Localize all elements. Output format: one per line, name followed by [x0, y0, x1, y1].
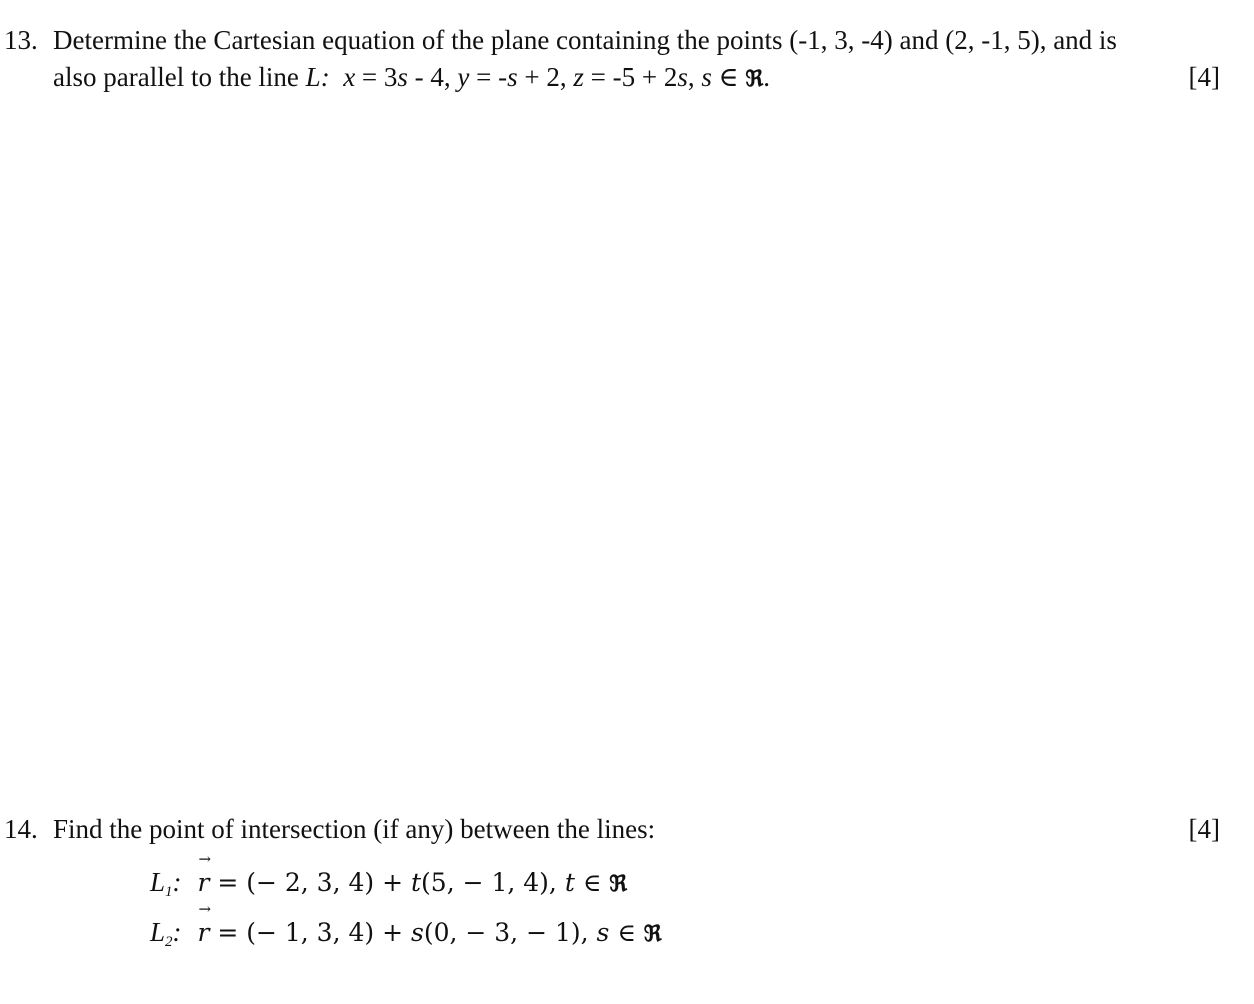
question-13-text: Determine the Cartesian equation of the plane containing the points (-1, 3, -4) and (2, -1, 5), and is	[53, 25, 1117, 55]
direction-term: (5, − 1, 4),	[421, 868, 565, 897]
reals-symbol: ℜ	[609, 871, 628, 897]
domain-parameter: s	[596, 918, 610, 947]
marks-label: [4]	[1188, 814, 1220, 844]
line-name: $L_1$:	[150, 867, 182, 900]
z-parameter: s	[677, 62, 688, 92]
reals-symbol: ℜ	[643, 921, 662, 947]
y-variable: y	[457, 62, 470, 92]
x-expression-b: - 4,	[407, 62, 458, 92]
question-13-line-1	[4, 22, 1220, 59]
point-term: = (− 1, 3, 4) +	[209, 918, 411, 947]
line-name: $L_2$:	[150, 917, 182, 950]
y-expression-a: = -	[469, 62, 508, 92]
question-14-text: Find the point of intersection (if any) between the lines:	[53, 814, 656, 844]
line-name: L:	[305, 62, 330, 92]
z-expression-a: = -5 + 2	[583, 62, 678, 92]
y-expression-b: + 2,	[517, 62, 574, 92]
point-term: = (− 2, 3, 4) +	[209, 868, 411, 897]
marks-label: [4]	[1188, 62, 1220, 92]
question-13-text-cont: also parallel to the line	[53, 62, 299, 92]
x-expression-a: = 3	[355, 62, 398, 92]
x-variable: x	[343, 62, 356, 92]
domain-parameter: s	[701, 62, 712, 92]
question-14	[4, 811, 1220, 848]
domain-parameter: t	[564, 868, 575, 897]
element-of: ∈	[574, 868, 610, 897]
line-equation-l1	[150, 865, 627, 909]
vector-r: → r	[197, 866, 209, 900]
reals-symbol: ℜ	[745, 66, 764, 92]
element-of: ∈	[711, 62, 746, 92]
direction-term: (0, − 3, − 1),	[423, 918, 597, 947]
z-variable: z	[573, 62, 584, 92]
question-13-line-2	[4, 59, 1220, 98]
y-parameter: s	[507, 62, 518, 92]
element-of: ∈	[609, 918, 644, 947]
line-equation-l2	[150, 915, 662, 959]
period: .	[763, 62, 771, 92]
question-14-line-1	[4, 811, 1220, 848]
question-13	[4, 22, 1220, 98]
question-number: 13.	[4, 25, 38, 55]
question-number: 14.	[4, 814, 38, 844]
vector-r: → r	[197, 916, 209, 950]
x-parameter: s	[397, 62, 408, 92]
z-expression-b: ,	[687, 62, 702, 92]
parameter: s	[410, 918, 424, 947]
parameter: t	[410, 868, 422, 897]
